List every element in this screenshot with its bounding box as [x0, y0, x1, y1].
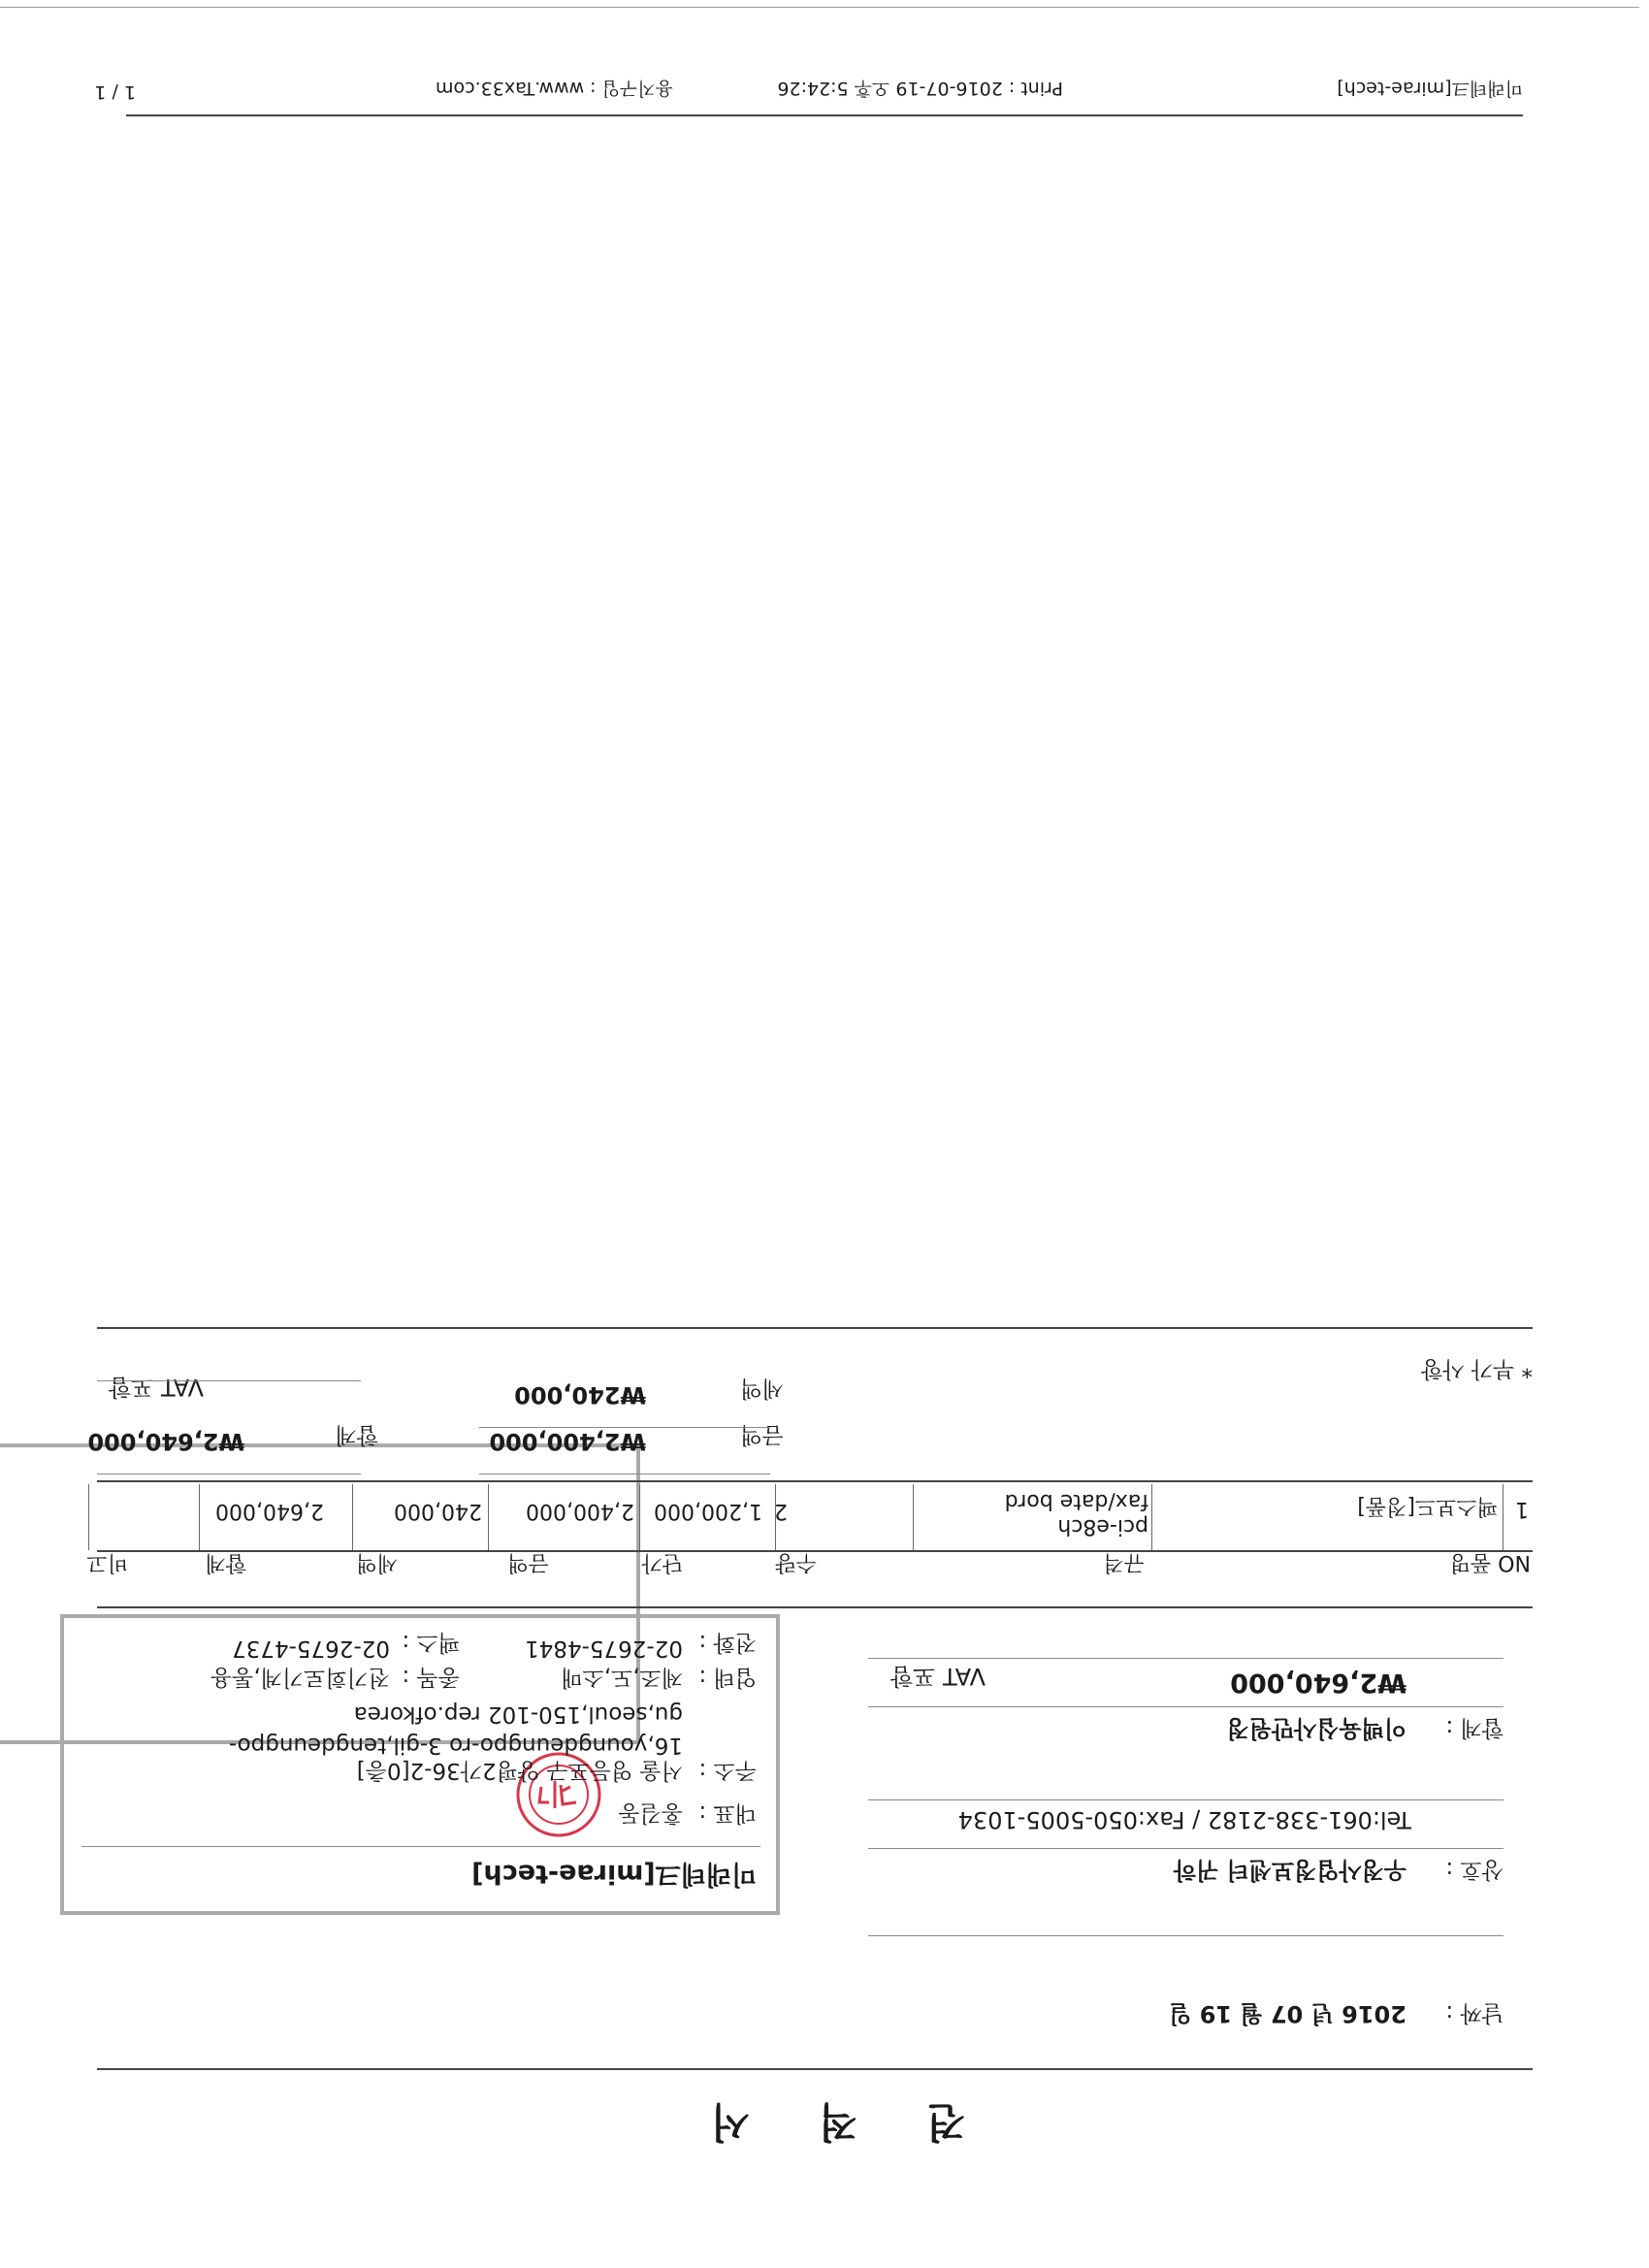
supplier-phone-label: 전화 : — [698, 1630, 757, 1655]
summary-tax-value: ₩240,000 — [514, 1381, 646, 1409]
total-vat-note: VAT 포함 — [889, 1663, 986, 1690]
header-qty: 수량 — [775, 1550, 817, 1574]
col-name-separator — [1151, 1484, 1152, 1550]
supplier-address-line2: 16,youngdeungpo-ro 3-gil,tengdeungpo- — [228, 1733, 683, 1758]
footer-print-info: Print : 2016-07-19 오후 5:24:26 — [777, 78, 1063, 99]
notes-label: * 부가 사항 — [1421, 1356, 1533, 1381]
supplier-fax-value: 02-2675-4737 — [232, 1636, 390, 1661]
row-qty: 2 — [774, 1499, 788, 1523]
total-korean: 이백육십사만원정 — [1226, 1715, 1406, 1742]
summary-vat-line — [97, 1380, 361, 1381]
col-spec-separator — [913, 1484, 914, 1550]
footer-page-number: 1 / 1 — [94, 81, 136, 103]
supplier-name: 미래테크[mirae-tech] — [471, 1859, 757, 1889]
recipient-value: 우정사업정보센터 귀하 — [1173, 1857, 1406, 1884]
notes-bottom-border — [97, 1327, 1533, 1329]
supplier-address-line1: 서울 영등포구 양평2가36-2[0층] — [356, 1758, 683, 1783]
row-no: 1 — [1515, 1497, 1529, 1521]
footer-company: 미래테크[mirae-tech] — [1337, 78, 1523, 99]
document-title: 견 적 서 — [683, 2098, 966, 2146]
supplier-address-line3: gu,seoul,150-102 rep.ofkorea — [353, 1701, 683, 1727]
col-total-separator — [199, 1484, 200, 1550]
summary-grand-value: ₩2,640,000 — [87, 1428, 244, 1455]
header-no-name: NO 품명 — [1449, 1550, 1531, 1574]
date-value: 2016 년 07 월 19 일 — [1169, 2000, 1406, 2027]
col-amount-separator — [488, 1484, 489, 1550]
footer-divider — [126, 114, 1523, 116]
supplier-business-value: 제조,도,소매 — [561, 1665, 683, 1690]
row-bottom-border — [97, 1480, 1533, 1482]
col-no-separator — [1503, 1484, 1504, 1550]
summary-supply-label: 금액 — [740, 1422, 784, 1447]
row-unit-price: 1,200,000 — [654, 1499, 762, 1523]
summary-grand-label: 합계 — [335, 1422, 378, 1447]
supplier-rep-label: 대표 : — [698, 1800, 757, 1826]
supplier-business-label: 업태 : — [698, 1665, 757, 1690]
summary-supply-value: ₩2,400,000 — [489, 1428, 646, 1455]
row-amount: 2,400,000 — [526, 1499, 634, 1523]
summary-tax-line — [479, 1427, 770, 1428]
supplier-phone-value: 02-2675-4841 — [525, 1636, 683, 1661]
supplier-type-label: 종목 : — [402, 1665, 460, 1690]
recipient-label: 상호 : — [1445, 1857, 1504, 1882]
header-unit-price: 단가 — [641, 1550, 683, 1574]
row-spec-line1: pci-e8ch — [1057, 1514, 1148, 1539]
summary-vat-note: VAT 포함 — [108, 1374, 204, 1401]
col-unit-separator — [639, 1484, 640, 1550]
summary-tax-label: 세액 — [740, 1376, 784, 1401]
supplier-rep-value: 홍길동 — [618, 1800, 683, 1826]
supplier-type-value: 전기회로기계,통용 — [210, 1665, 390, 1690]
total-amount: ₩2,640,000 — [1230, 1668, 1406, 1698]
header-amount: 금액 — [507, 1550, 549, 1574]
total-label: 합계 : — [1445, 1715, 1504, 1740]
header-total: 합계 — [205, 1550, 246, 1574]
header-divider — [97, 1550, 1533, 1552]
row-spec-line2: fax/date bord — [1004, 1489, 1148, 1513]
row-tax: 240,000 — [394, 1499, 482, 1523]
header-note: 비고 — [86, 1550, 128, 1574]
supplier-address-label: 주소 : — [698, 1758, 757, 1783]
header-tax: 세액 — [356, 1550, 398, 1574]
row-total: 2,640,000 — [215, 1499, 324, 1523]
footer-site-info: 용지구입 : www.Tax33.com — [436, 78, 673, 99]
col-note-separator — [88, 1484, 89, 1550]
date-label: 날짜 : — [1445, 2000, 1504, 2025]
supplier-fax-label: 팩스 : — [402, 1630, 460, 1655]
scan-edge — [0, 7, 1639, 8]
col-tax-separator — [352, 1484, 353, 1550]
recipient-contact: Tel:061-338-2182 / Fax:050-5005-1034 — [957, 1806, 1411, 1833]
header-spec: 규격 — [1103, 1550, 1145, 1574]
row-item-name: 팩스보드[정품] — [1357, 1494, 1498, 1518]
